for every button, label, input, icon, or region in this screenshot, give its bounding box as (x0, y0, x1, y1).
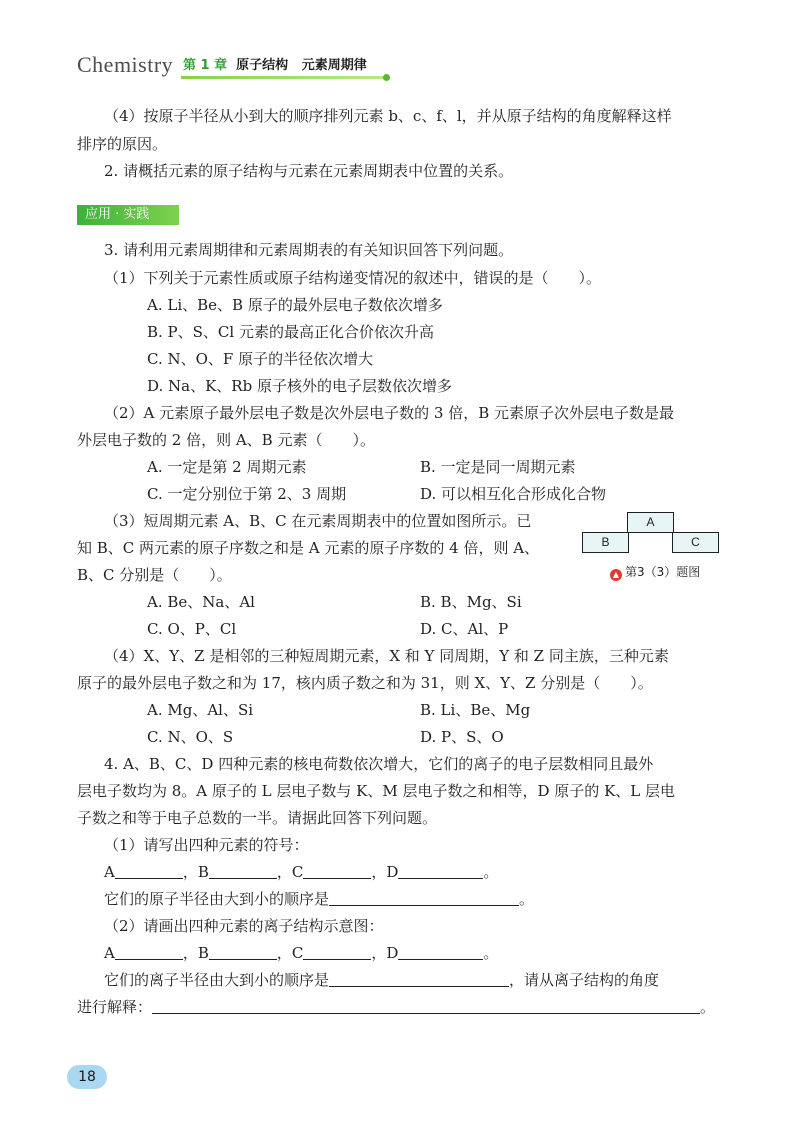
q4-prev-line1: （4）按原子半径从小到大的顺序排列元素 b、c、f、l，并从原子结构的角度解释这样 (104, 107, 672, 125)
q3-part4-stem-line2: 原子的最外层电子数之和为 17，核内质子数之和为 31，则 X、Y、Z 分别是（ ）。 (77, 674, 653, 692)
label-b: ，B (182, 944, 209, 962)
explain-prompt: 进行解释： (77, 998, 153, 1016)
answer-blank-d[interactable] (398, 943, 483, 960)
figure-cell-a: A (627, 512, 674, 533)
q3-part1-option-d: D. Na、K、Rb 原子核外的电子层数依次增多 (147, 377, 452, 395)
periodic-position-figure (582, 512, 722, 582)
q4-prev-line2: 排序的原因。 (77, 135, 168, 153)
q3-part1-option-a: A. Li、Be、B 原子的最外层电子数依次增多 (147, 296, 443, 314)
figure-marker-icon: ▲ (610, 569, 622, 581)
q3-part3-option-b: B. B、Mg、Si (420, 593, 522, 611)
section-tag-application: 应用 · 实践 (77, 205, 179, 225)
q4-part2-diagrams-row (104, 943, 498, 963)
q3-part1-option-c: C. N、O、F 原子的半径依次增大 (147, 350, 374, 368)
figure-caption (610, 563, 700, 581)
question-4-stem-line2: 层电子数均为 8。A 原子的 L 层电子数与 K、M 层电子数之和相等，D 原子的 K、L 层电 (77, 782, 676, 800)
answer-blank-c[interactable] (303, 862, 371, 879)
page-header (77, 50, 397, 86)
label-c: ，C (276, 863, 304, 881)
answer-blank-explanation[interactable] (152, 997, 700, 1014)
row-end-mark: 。 (519, 890, 535, 908)
atomic-radius-order-prompt: 它们的原子半径由大到小的顺序是 (104, 890, 330, 908)
q3-part2-option-d: D. 可以相互化合形成化合物 (420, 485, 607, 503)
q3-part2-stem-line1: （2）A 元素原子最外层电子数是次外层电子数的 3 倍，B 元素原子次外层电子数是最 (104, 404, 675, 422)
question-2: 2. 请概括元素的原子结构与元素在元素周期表中位置的关系。 (104, 162, 514, 180)
q3-part3-option-c: C. O、P、Cl (147, 620, 237, 638)
question-3-stem: 3. 请利用元素周期律和元素周期表的有关知识回答下列问题。 (104, 241, 514, 259)
label-d: ，D (371, 863, 399, 881)
figure-caption-text: 第3（3）题图 (625, 565, 701, 579)
q4-part2-stem: （2）请画出四种元素的离子结构示意图： (104, 917, 384, 935)
figure-cell-c: C (672, 532, 719, 553)
q3-part3-stem-line3: B、C 分别是（ ）。 (77, 566, 232, 584)
answer-blank-b[interactable] (209, 862, 277, 879)
q3-part3-option-d: D. C、Al、P (420, 620, 509, 638)
q3-part2-option-b: B. 一定是同一周期元素 (420, 458, 576, 476)
ionic-order-tail: ，请从离子结构的角度 (509, 971, 660, 989)
chapter-title: 原子结构 元素周期律 (227, 58, 367, 73)
q3-part2-option-c: C. 一定分别位于第 2、3 周期 (147, 485, 347, 503)
row-end-mark: 。 (483, 863, 499, 881)
question-4-stem-line3: 子数之和等于电子总数的一半。请据此回答下列问题。 (77, 809, 438, 827)
answer-blank-b[interactable] (209, 943, 277, 960)
q3-part2-stem-line2: 外层电子数的 2 倍，则 A、B 元素（ ）。 (77, 431, 375, 449)
q4-part1-stem: （1）请写出四种元素的符号： (104, 836, 309, 854)
q4-part2-order-row (104, 970, 659, 990)
q3-part4-option-d: D. P、S、O (420, 728, 504, 746)
label-a: A (104, 863, 115, 881)
answer-blank-ionic-order[interactable] (329, 970, 509, 987)
q3-part4-option-c: C. N、O、S (147, 728, 234, 746)
label-b: ，B (182, 863, 209, 881)
q3-part3-stem-line1: （3）短周期元素 A、B、C 在元素周期表中的位置如图所示。已 (104, 512, 532, 530)
q4-part2-explain-row (77, 997, 715, 1017)
answer-blank-a[interactable] (115, 943, 183, 960)
q3-part3-stem-line2: 知 B、C 两元素的原子序数之和是 A 元素的原子序数的 4 倍，则 A、 (77, 539, 540, 557)
q3-part2-option-a: A. 一定是第 2 周期元素 (147, 458, 307, 476)
label-d: ，D (371, 944, 399, 962)
q3-part1-stem: （1）下列关于元素性质或原子结构递变情况的叙述中，错误的是（ ）。 (104, 269, 602, 287)
q4-part1-symbols-row (104, 862, 498, 882)
chapter-heading (183, 54, 367, 73)
q3-part1-option-b: B. P、S、Cl 元素的最高正化合价依次升高 (147, 323, 434, 341)
q4-part1-order-row (104, 889, 534, 909)
q3-part3-option-a: A. Be、Na、Al (147, 593, 255, 611)
q3-part4-stem-line1: （4）X、Y、Z 是相邻的三种短周期元素，X 和 Y 同周期，Y 和 Z 同主族，三种元素 (104, 647, 669, 665)
header-rule (181, 76, 387, 79)
row-end-mark: 。 (700, 998, 716, 1016)
answer-blank-c[interactable] (303, 943, 371, 960)
page-number-badge: 18 (67, 1065, 107, 1089)
figure-cell-b: B (582, 532, 629, 553)
answer-blank-d[interactable] (398, 862, 483, 879)
chapter-number: 第 1 章 (183, 58, 228, 73)
question-4-stem-line1: 4. A、B、C、D 四种元素的核电荷数依次增大，它们的离子的电子层数相同且最外 (104, 755, 654, 773)
q3-part4-option-a: A. Mg、Al、Si (147, 701, 254, 719)
label-a: A (104, 944, 115, 962)
header-rule-dot (383, 74, 390, 81)
answer-blank-a[interactable] (115, 862, 183, 879)
answer-blank-atomic-order[interactable] (329, 889, 519, 906)
label-c: ，C (276, 944, 304, 962)
ionic-radius-order-prompt: 它们的离子半径由大到小的顺序是 (104, 971, 330, 989)
row-end-mark: 。 (483, 944, 499, 962)
q3-part4-option-b: B. Li、Be、Mg (420, 701, 531, 719)
subject-brand: Chemistry (77, 52, 174, 77)
